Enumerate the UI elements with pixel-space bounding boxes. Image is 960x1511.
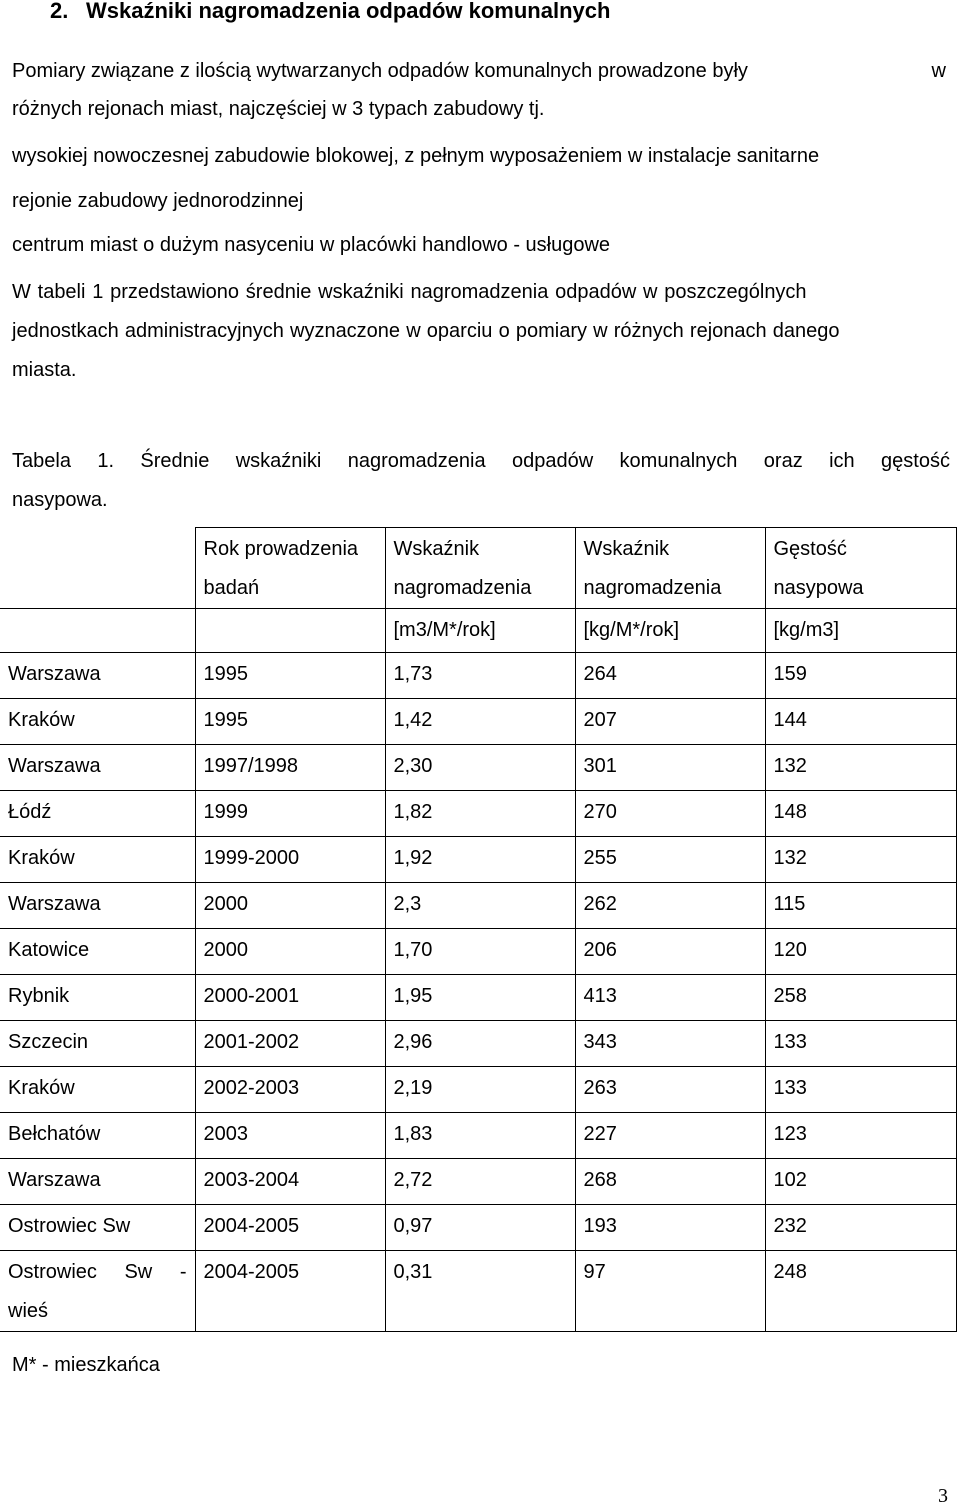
header-m3 (385, 528, 575, 609)
cell-kg: 227 (575, 1113, 765, 1159)
page-number: 3 (938, 1485, 948, 1507)
unit-year (195, 609, 385, 653)
header-row (0, 528, 956, 609)
cell-year: 2000 (195, 883, 385, 929)
cell-city-word: Sw (124, 1261, 153, 1283)
cell-m3: 1,95 (385, 975, 575, 1021)
cell-m3: 1,73 (385, 653, 575, 699)
cell-m3: 1,70 (385, 929, 575, 975)
table-row (0, 791, 956, 837)
cell-density: 102 (765, 1159, 956, 1205)
cell-density: 120 (765, 929, 956, 975)
cell-density: 133 (765, 1021, 956, 1067)
table-row (0, 1251, 956, 1332)
cell-city: Bełchatów (0, 1113, 195, 1159)
footnote: M* - mieszkańca (12, 1354, 160, 1376)
header-text: nagromadzenia (393, 577, 532, 599)
waste-table-body (0, 528, 956, 1332)
cell-city: Warszawa (0, 745, 195, 791)
table-row (0, 1067, 956, 1113)
cell-city-word: Ostrowiec (8, 1261, 97, 1283)
cell-density: 123 (765, 1113, 956, 1159)
cell-density: 148 (765, 791, 956, 837)
cell-year: 1999-2000 (195, 837, 385, 883)
unit-kg: [kg/M*/rok] (575, 609, 765, 653)
cell-city: Ostrowiec Sw (0, 1205, 195, 1251)
caption-word: gęstość (881, 450, 950, 472)
cell-m3: 2,3 (385, 883, 575, 929)
cell-city-line-2: wieś (8, 1300, 49, 1322)
cell-kg: 270 (575, 791, 765, 837)
cell-kg: 264 (575, 653, 765, 699)
table-row (0, 745, 956, 791)
table-row (0, 883, 956, 929)
intro-text: Pomiary związane z ilością wytwarzanych odpadów komunalnych prowadzone były (12, 60, 748, 82)
cell-city: Warszawa (0, 653, 195, 699)
cell-m3: 2,30 (385, 745, 575, 791)
cell-density: 232 (765, 1205, 956, 1251)
cell-kg: 413 (575, 975, 765, 1021)
unit-empty-cell (0, 609, 195, 653)
cell-year: 2000-2001 (195, 975, 385, 1021)
cell-year: 1999 (195, 791, 385, 837)
cell-year: 2000 (195, 929, 385, 975)
cell-density: 132 (765, 745, 956, 791)
description-line-2: jednostkach administracyjnych wyznaczone w oparciu o pomiary w różnych rejonach danego (12, 320, 840, 342)
cell-density: 258 (765, 975, 956, 1021)
cell-city: Rybnik (0, 975, 195, 1021)
cell-density: 132 (765, 837, 956, 883)
cell-year: 1997/1998 (195, 745, 385, 791)
header-text: nagromadzenia (583, 577, 722, 599)
header-year (195, 528, 385, 609)
cell-kg: 263 (575, 1067, 765, 1113)
cell-city: Kraków (0, 837, 195, 883)
table-row (0, 1205, 956, 1251)
header-density (765, 528, 956, 609)
cell-m3: 2,96 (385, 1021, 575, 1067)
zone-type-2: rejonie zabudowy jednorodzinnej (12, 190, 304, 212)
cell-city: Kraków (0, 699, 195, 745)
cell-kg: 206 (575, 929, 765, 975)
cell-kg: 97 (575, 1251, 765, 1332)
table-row (0, 653, 956, 699)
section-heading (50, 0, 610, 24)
cell-density: 248 (765, 1251, 956, 1332)
waste-table (0, 527, 957, 1332)
intro-text-end: w (931, 60, 946, 82)
table-row (0, 929, 956, 975)
table-row (0, 837, 956, 883)
cell-year: 2001-2002 (195, 1021, 385, 1067)
caption-word: odpadów (511, 450, 594, 472)
header-empty-cell (0, 528, 195, 609)
cell-m3: 1,92 (385, 837, 575, 883)
description-line-3: miasta. (12, 359, 77, 381)
section-title: Wskaźniki nagromadzenia odpadów komunalnych (86, 0, 611, 23)
caption-word: nagromadzenia (347, 450, 486, 472)
cell-year: 2003 (195, 1113, 385, 1159)
cell-density: 144 (765, 699, 956, 745)
caption-word: wskaźniki (235, 450, 322, 472)
intro-line-1 (12, 60, 950, 83)
cell-density: 115 (765, 883, 956, 929)
header-text: Rok prowadzenia (203, 538, 359, 560)
zone-type-3: centrum miast o dużym nasyceniu w placówki handlowo - usługowe (12, 234, 611, 256)
cell-kg: 262 (575, 883, 765, 929)
cell-city: Warszawa (0, 883, 195, 929)
cell-year: 1995 (195, 653, 385, 699)
header-kg (575, 528, 765, 609)
cell-city: Kraków (0, 1067, 195, 1113)
cell-m3: 1,42 (385, 699, 575, 745)
cell-year: 2004-2005 (195, 1205, 385, 1251)
table-caption-line-2: nasypowa. (12, 489, 108, 511)
header-text: nasypowa (773, 577, 864, 599)
caption-word: oraz (763, 450, 803, 472)
header-text: Gęstość (773, 538, 847, 560)
cell-city (0, 1251, 195, 1332)
cell-m3: 0,31 (385, 1251, 575, 1332)
table-caption (12, 450, 950, 473)
cell-m3: 1,82 (385, 791, 575, 837)
cell-density: 133 (765, 1067, 956, 1113)
table-row (0, 1159, 956, 1205)
description-line-1: W tabeli 1 przedstawiono średnie wskaźniki nagromadzenia odpadów w poszczególnych (12, 281, 807, 303)
caption-word: ich (829, 450, 855, 472)
intro-line-2: różnych rejonach miast, najczęściej w 3 typach zabudowy tj. (12, 98, 545, 120)
cell-year: 1995 (195, 699, 385, 745)
cell-m3: 1,83 (385, 1113, 575, 1159)
table-row (0, 975, 956, 1021)
unit-row (0, 609, 956, 653)
table-row (0, 1021, 956, 1067)
cell-density: 159 (765, 653, 956, 699)
cell-city: Łódź (0, 791, 195, 837)
caption-word: komunalnych (619, 450, 738, 472)
header-text: Wskaźnik (393, 538, 480, 560)
cell-kg: 301 (575, 745, 765, 791)
cell-city: Szczecin (0, 1021, 195, 1067)
cell-kg: 255 (575, 837, 765, 883)
unit-m3: [m3/M*/rok] (385, 609, 575, 653)
cell-kg: 268 (575, 1159, 765, 1205)
cell-m3: 2,19 (385, 1067, 575, 1113)
cell-m3: 2,72 (385, 1159, 575, 1205)
zone-type-1: wysokiej nowoczesnej zabudowie blokowej, z pełnym wyposażeniem w instalacje sanitarne (12, 145, 820, 167)
caption-word: Tabela (12, 450, 71, 472)
caption-word: Średnie (140, 450, 210, 472)
caption-word: 1. (97, 450, 115, 472)
cell-kg: 193 (575, 1205, 765, 1251)
cell-city: Katowice (0, 929, 195, 975)
table-row (0, 699, 956, 745)
cell-year: 2004-2005 (195, 1251, 385, 1332)
cell-kg: 343 (575, 1021, 765, 1067)
cell-year: 2003-2004 (195, 1159, 385, 1205)
header-text: Wskaźnik (583, 538, 670, 560)
cell-m3: 0,97 (385, 1205, 575, 1251)
cell-city: Warszawa (0, 1159, 195, 1205)
cell-city-line-1 (8, 1253, 195, 1292)
unit-density: [kg/m3] (765, 609, 956, 653)
cell-city-word: - (179, 1261, 187, 1283)
cell-year: 2002-2003 (195, 1067, 385, 1113)
cell-kg: 207 (575, 699, 765, 745)
header-text: badań (203, 577, 260, 599)
table-row (0, 1113, 956, 1159)
section-number: 2. (50, 0, 69, 23)
